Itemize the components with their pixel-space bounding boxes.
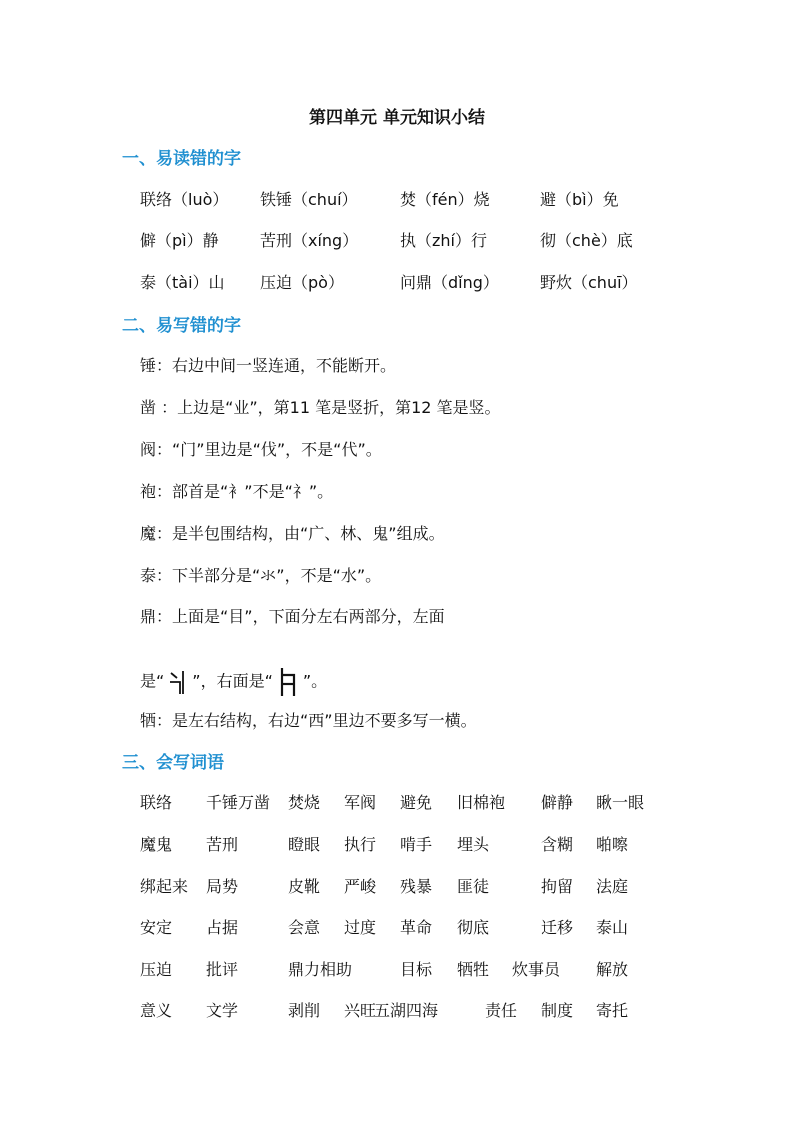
writing-note: 锤：右边中间一竖连通，不能断开。: [140, 356, 397, 375]
writing-note: 牺：是左右结构，右边“西”里边不要多写一横。: [140, 711, 477, 730]
word-item: 瞪眼: [288, 835, 321, 854]
reading-item: 问鼎（dǐng）: [400, 273, 499, 292]
ding-right-component-icon: [277, 667, 299, 697]
writing-note: 魔：是半包围结构，由“广、林、鬼”组成。: [140, 524, 445, 543]
word-item: 执行: [344, 835, 377, 854]
word-item: 旧棉袍: [457, 793, 506, 812]
word-item: 彻底: [457, 918, 490, 937]
word-item: 鼎力相助: [288, 960, 353, 979]
word-item: 目标: [400, 960, 433, 979]
word-item: 泰山: [596, 918, 629, 937]
word-item: 责任: [485, 1001, 518, 1020]
reading-item: 避（bì）免: [540, 190, 619, 209]
reading-item: 泰（tài）山: [140, 273, 225, 292]
writing-note: 鼎：上面是“目”，下面分左右两部分，左面: [140, 607, 445, 626]
reading-item: 铁锤（chuí）: [260, 190, 358, 209]
reading-item: 僻（pì）静: [140, 231, 219, 250]
writing-note: 阀：“门”里边是“伐”，不是“代”。: [140, 440, 382, 459]
word-item: 残暴: [400, 877, 433, 896]
word-item: 寄托: [596, 1001, 629, 1020]
word-item: 魔鬼: [140, 835, 173, 854]
writing-note: 凿 ：上边是“业”，第11 笔是竖折，第12 笔是竖。: [140, 398, 501, 417]
word-item: 解放: [596, 960, 629, 979]
reading-item: 彻（chè）底: [540, 231, 633, 250]
word-item: 含糊: [541, 835, 574, 854]
word-item: 绑起来: [140, 877, 189, 896]
writing-note-with-components: [140, 667, 327, 697]
writing-note-part: ”。: [302, 671, 328, 691]
word-item: 联络: [140, 793, 173, 812]
word-item: 避免: [400, 793, 433, 812]
word-item: 革命: [400, 918, 433, 937]
word-item: 制度: [541, 1001, 574, 1020]
word-item: 压迫: [140, 960, 173, 979]
writing-note: 袍：部首是“衤”不是“礻”。: [140, 482, 334, 501]
word-item: 军阀: [344, 793, 377, 812]
word-item: 意义: [140, 1001, 173, 1020]
word-item: 严峻: [344, 877, 377, 896]
word-item: 会意: [288, 918, 321, 937]
word-item: 批评: [206, 960, 239, 979]
word-item: 炊事员: [512, 960, 561, 979]
word-item: 匪徒: [457, 877, 490, 896]
reading-item: 执（zhí）行: [400, 231, 487, 250]
page-title: 第四单元 单元知识小结: [309, 108, 485, 128]
writing-note: 泰：下半部分是“氺”，不是“水”。: [140, 566, 382, 585]
reading-item: 联络（luò）: [140, 190, 229, 209]
reading-item: 焚（fén）烧: [400, 190, 490, 209]
word-item: 皮靴: [288, 877, 321, 896]
word-item: 苦刑: [206, 835, 239, 854]
word-item: 兴旺: [344, 1001, 377, 1020]
word-item: 五湖四海: [374, 1001, 439, 1020]
word-item: 法庭: [596, 877, 629, 896]
writing-note-part: 是“: [140, 671, 165, 691]
writing-note-part: ”，右面是“: [192, 671, 273, 691]
ding-left-component-icon: [168, 669, 188, 695]
word-item: 剥削: [288, 1001, 321, 1020]
word-item: 僻静: [541, 793, 574, 812]
section-heading-words: 三、会写词语: [122, 753, 224, 773]
word-item: 牺牲: [457, 960, 490, 979]
reading-item: 苦刑（xíng）: [260, 231, 359, 250]
word-item: 占据: [206, 918, 239, 937]
word-item: 焚烧: [288, 793, 321, 812]
word-item: 安定: [140, 918, 173, 937]
word-item: 拘留: [541, 877, 574, 896]
word-item: 埋头: [457, 835, 490, 854]
word-item: 局势: [206, 877, 239, 896]
word-item: 瞅一眼: [596, 793, 645, 812]
word-item: 千锤万凿: [206, 793, 271, 812]
word-item: 迁移: [541, 918, 574, 937]
word-item: 过度: [344, 918, 377, 937]
word-item: 啪嚓: [596, 835, 629, 854]
section-heading-miswritten: 二、易写错的字: [122, 316, 241, 336]
reading-item: 野炊（chuī）: [540, 273, 638, 292]
reading-item: 压迫（pò）: [260, 273, 344, 292]
section-heading-misread: 一、易读错的字: [122, 149, 241, 169]
word-item: 啃手: [400, 835, 433, 854]
word-item: 文学: [206, 1001, 239, 1020]
